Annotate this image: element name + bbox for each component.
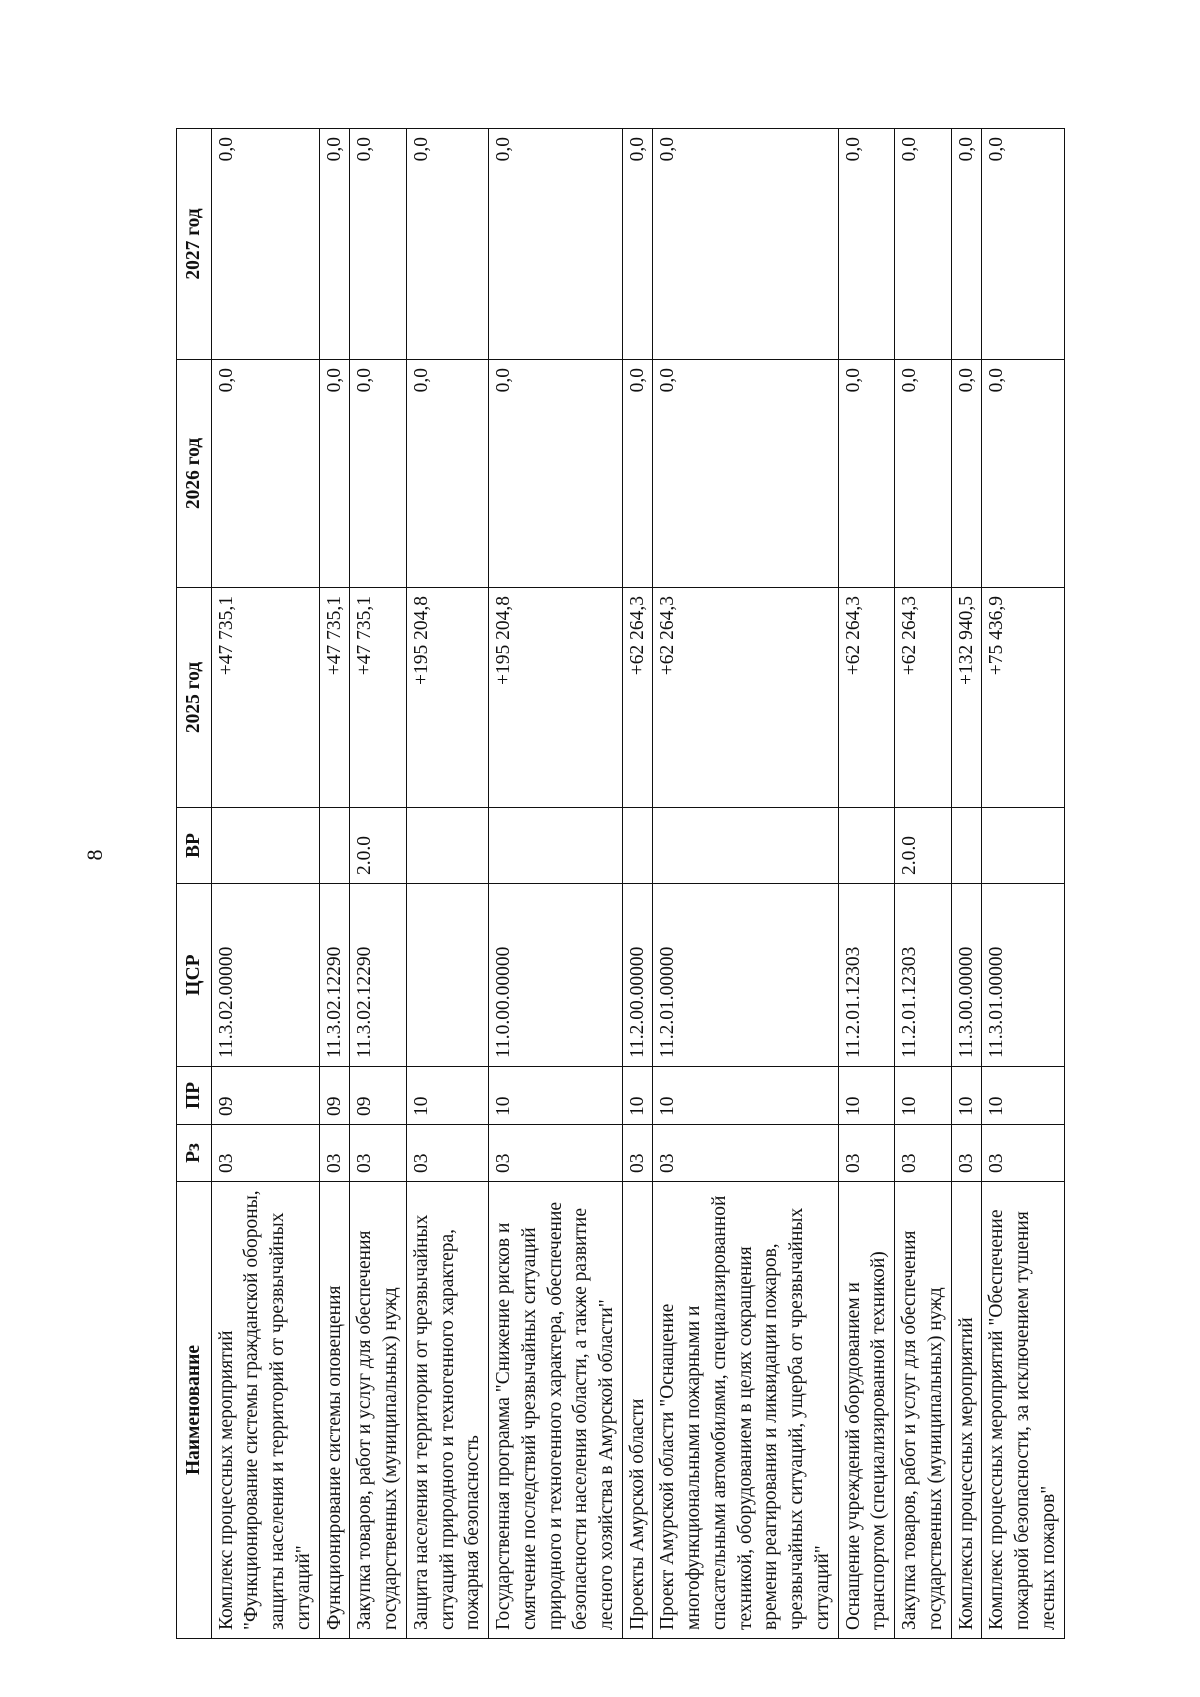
header-name: Наименование: [177, 1182, 212, 1639]
cell-2025: +75 436,9: [982, 588, 1064, 808]
table-row: [951, 129, 982, 1639]
cell-2027: 0,0: [406, 129, 488, 360]
cell-csr: 11.3.01.00000: [982, 884, 1064, 1067]
table-row: [895, 129, 951, 1639]
cell-rz: 03: [319, 1125, 350, 1182]
cell-2025: +62 264,3: [895, 588, 951, 808]
cell-csr: 11.2.01.12303: [895, 884, 951, 1067]
cell-2026: 0,0: [406, 360, 488, 588]
table-row: [838, 129, 894, 1639]
cell-csr: 11.2.00.00000: [622, 884, 653, 1067]
cell-name: Комплексы процессных мероприятий: [951, 1182, 982, 1639]
cell-2027: 0,0: [350, 129, 406, 360]
cell-2025: +195 204,8: [406, 588, 488, 808]
cell-vr: [489, 808, 623, 884]
cell-vr: 2.0.0: [350, 808, 406, 884]
cell-name: Функционирование системы оповещения: [319, 1182, 350, 1639]
budget-table-area: [176, 129, 1059, 1639]
cell-rz: 03: [406, 1125, 488, 1182]
cell-name: Государственная программа "Снижение рисков и смягчение последствий чрезвычайных ситуаций природного и техногенного характера, обеспечение безопасности населения области, а также развитие лесного хозяйства в Амурской области": [489, 1182, 623, 1639]
header-pr: ПР: [177, 1067, 212, 1125]
cell-rz: 03: [350, 1125, 406, 1182]
cell-csr: 11.3.02.12290: [319, 884, 350, 1067]
cell-rz: 03: [211, 1125, 319, 1182]
cell-2027: 0,0: [895, 129, 951, 360]
header-vr: ВР: [177, 808, 212, 884]
cell-rz: 03: [622, 1125, 653, 1182]
header-csr: ЦСР: [177, 884, 212, 1067]
cell-2027: 0,0: [319, 129, 350, 360]
cell-csr: 11.3.02.12290: [350, 884, 406, 1067]
cell-vr: [653, 808, 838, 884]
cell-name: Проект Амурской области "Оснащение многофункциональными пожарными и спасательными автомобилями, специализированной техникой, оборудованием в целях сокращения времени реагирования и ликвидации пожаров, чрезвычайных ситуаций, ущерба от чрезвычайных ситуаций": [653, 1182, 838, 1639]
cell-vr: [406, 808, 488, 884]
cell-2027: 0,0: [838, 129, 894, 360]
table-row: [489, 129, 623, 1639]
cell-name: Проекты Амурской области: [622, 1182, 653, 1639]
cell-pr: 10: [838, 1067, 894, 1125]
cell-pr: 09: [319, 1067, 350, 1125]
cell-pr: 10: [406, 1067, 488, 1125]
cell-rz: 03: [653, 1125, 838, 1182]
cell-pr: 10: [622, 1067, 653, 1125]
cell-rz: 03: [489, 1125, 623, 1182]
cell-2025: +62 264,3: [838, 588, 894, 808]
cell-2027: 0,0: [653, 129, 838, 360]
cell-2025: +62 264,3: [622, 588, 653, 808]
cell-vr: 2.0.0: [895, 808, 951, 884]
cell-csr: 11.2.01.00000: [653, 884, 838, 1067]
cell-rz: 03: [951, 1125, 982, 1182]
cell-2025: +195 204,8: [489, 588, 623, 808]
cell-2026: 0,0: [982, 360, 1064, 588]
table-row: [982, 129, 1064, 1639]
table-header: [177, 129, 212, 1639]
cell-2027: 0,0: [622, 129, 653, 360]
cell-2026: 0,0: [489, 360, 623, 588]
cell-rz: 03: [838, 1125, 894, 1182]
cell-vr: [319, 808, 350, 884]
table-row: [406, 129, 488, 1639]
cell-2025: +132 940,5: [951, 588, 982, 808]
cell-2027: 0,0: [489, 129, 623, 360]
cell-rz: 03: [982, 1125, 1064, 1182]
cell-rz: 03: [895, 1125, 951, 1182]
cell-2025: +62 264,3: [653, 588, 838, 808]
cell-csr: 11.3.02.00000: [211, 884, 319, 1067]
cell-pr: 09: [350, 1067, 406, 1125]
cell-2027: 0,0: [982, 129, 1064, 360]
table-row: [350, 129, 406, 1639]
header-2026: 2026 год: [177, 360, 212, 588]
cell-csr: 11.2.01.12303: [838, 884, 894, 1067]
cell-2026: 0,0: [838, 360, 894, 588]
cell-2026: 0,0: [653, 360, 838, 588]
header-2025: 2025 год: [177, 588, 212, 808]
header-rz: Рз: [177, 1125, 212, 1182]
table-body: [211, 129, 1064, 1639]
cell-vr: [622, 808, 653, 884]
header-row: [177, 129, 212, 1639]
cell-2026: 0,0: [211, 360, 319, 588]
cell-name: Закупка товаров, работ и услуг для обеспечения государственных (муниципальных) нужд: [350, 1182, 406, 1639]
cell-pr: 10: [951, 1067, 982, 1125]
cell-name: Комплекс процессных мероприятий "Обеспечение пожарной безопасности, за исключением тушения лесных пожаров": [982, 1182, 1064, 1639]
cell-vr: [838, 808, 894, 884]
cell-2026: 0,0: [319, 360, 350, 588]
budget-table: [176, 128, 1065, 1639]
cell-csr: 11.0.00.00000: [489, 884, 623, 1067]
cell-2027: 0,0: [211, 129, 319, 360]
cell-2025: +47 735,1: [350, 588, 406, 808]
cell-name: Комплекс процессных мероприятий "Функционирование системы гражданской обороны, защиты населения и территорий от чрезвычайных ситуаций": [211, 1182, 319, 1639]
cell-2026: 0,0: [350, 360, 406, 588]
table-row: [622, 129, 653, 1639]
cell-vr: [982, 808, 1064, 884]
cell-csr: [406, 884, 488, 1067]
cell-vr: [951, 808, 982, 884]
cell-vr: [211, 808, 319, 884]
table-row: [319, 129, 350, 1639]
cell-2026: 0,0: [895, 360, 951, 588]
page-number: 8: [82, 849, 107, 861]
cell-name: Защита населения и территории от чрезвычайных ситуаций природного и техногенного характера, пожарная безопасность: [406, 1182, 488, 1639]
cell-pr: 10: [653, 1067, 838, 1125]
cell-name: Закупка товаров, работ и услуг для обеспечения государственных (муниципальных) нужд: [895, 1182, 951, 1639]
cell-2026: 0,0: [951, 360, 982, 588]
table-row: [653, 129, 838, 1639]
cell-csr: 11.3.00.00000: [951, 884, 982, 1067]
cell-2027: 0,0: [951, 129, 982, 360]
cell-name: Оснащение учреждений оборудованием и транспортом (специализированной техникой): [838, 1182, 894, 1639]
cell-pr: 10: [489, 1067, 623, 1125]
cell-2025: +47 735,1: [319, 588, 350, 808]
budget-table-rotated: [176, 129, 1059, 1639]
cell-2025: +47 735,1: [211, 588, 319, 808]
cell-pr: 09: [211, 1067, 319, 1125]
table-row: [211, 129, 319, 1639]
cell-2026: 0,0: [622, 360, 653, 588]
header-2027: 2027 год: [177, 129, 212, 360]
cell-pr: 10: [895, 1067, 951, 1125]
cell-pr: 10: [982, 1067, 1064, 1125]
